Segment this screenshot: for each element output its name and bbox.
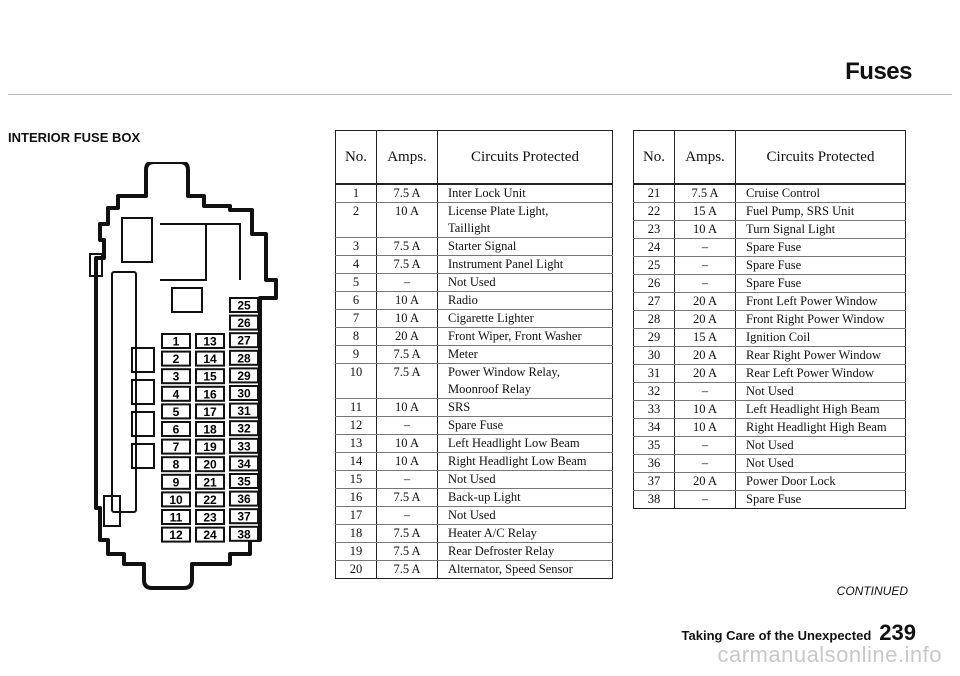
fuse-amperage: –	[675, 491, 736, 509]
fuse-slot	[230, 316, 258, 331]
fuse-circuit: Power Door Lock	[736, 473, 906, 491]
fuse-slot	[196, 352, 224, 367]
table-row	[634, 473, 906, 491]
table-row	[634, 311, 906, 329]
fuse-amperage: 20 A	[675, 347, 736, 365]
fuse-table-right	[633, 130, 906, 509]
fuse-slot	[162, 369, 190, 384]
fuse-slot-label: 11	[169, 510, 183, 525]
fuse-number: 3	[336, 238, 377, 256]
fuse-number: 38	[634, 491, 675, 509]
table-row	[336, 346, 613, 364]
fuse-amperage: –	[675, 383, 736, 401]
fuse-circuit: Ignition Coil	[736, 329, 906, 347]
fuse-table-left	[335, 130, 613, 579]
fuse-slot-label: 6	[172, 422, 180, 437]
fuse-amperage: 10 A	[377, 310, 438, 328]
fuse-amperage: –	[675, 257, 736, 275]
fuse-number: 30	[634, 347, 675, 365]
fuse-slot-label: 5	[172, 404, 180, 419]
fuse-slot	[196, 510, 224, 525]
fuse-circuit: Spare Fuse	[736, 275, 906, 293]
footer-label: Taking Care of the Unexpected	[681, 628, 872, 643]
fuse-amperage: 10 A	[675, 221, 736, 239]
fuse-slot-label: 32	[237, 421, 251, 436]
table-row	[634, 257, 906, 275]
table-row-continuation	[336, 381, 613, 399]
fuse-amperage: 7.5 A	[377, 489, 438, 507]
fuse-circuit: Back-up Light	[438, 489, 613, 507]
table-row	[336, 543, 613, 561]
fuse-amperage: –	[377, 507, 438, 525]
table-row	[634, 347, 906, 365]
fuse-circuit: Right Headlight Low Beam	[438, 453, 613, 471]
fuse-slot	[162, 440, 190, 455]
fuse-amperage: 7.5 A	[377, 184, 438, 203]
fuse-circuit: Not Used	[736, 383, 906, 401]
table-row	[336, 328, 613, 346]
fuse-slot	[230, 351, 258, 366]
table-header-row	[634, 131, 906, 185]
fuse-circuit: Radio	[438, 292, 613, 310]
page-number: 239	[879, 620, 916, 645]
fuse-slot	[230, 456, 258, 471]
fuse-amperage: 15 A	[675, 203, 736, 221]
fuse-slot-label: 31	[237, 404, 251, 419]
table-row	[336, 399, 613, 417]
fuse-amperage: –	[675, 239, 736, 257]
fuse-slot-label: 21	[203, 475, 217, 490]
table-row	[336, 238, 613, 256]
fuse-circuit: Meter	[438, 346, 613, 364]
fuse-circuit-continued: Moonroof Relay	[438, 381, 613, 399]
fuse-amperage: 20 A	[675, 473, 736, 491]
fuse-amperage: 7.5 A	[377, 238, 438, 256]
fuse-slot-label: 37	[237, 509, 251, 524]
table-row	[336, 292, 613, 310]
fuse-slot-label: 28	[237, 351, 251, 366]
table-row	[634, 365, 906, 383]
fuse-amperage: 20 A	[377, 328, 438, 346]
table-row	[336, 274, 613, 292]
fuse-slot	[230, 386, 258, 401]
fuse-number: 22	[634, 203, 675, 221]
fuse-slot	[196, 369, 224, 384]
fuse-slot	[196, 492, 224, 507]
fuse-slot-label: 15	[203, 369, 217, 384]
fuse-slot-label: 9	[172, 475, 180, 490]
table-row	[336, 364, 613, 382]
fuse-amperage: 7.5 A	[675, 184, 736, 203]
fuse-slot-label: 35	[237, 474, 251, 489]
fuse-number: 20	[336, 561, 377, 579]
fuse-amperage: 7.5 A	[377, 525, 438, 543]
fuse-number: 17	[336, 507, 377, 525]
fuse-circuit: Not Used	[438, 471, 613, 489]
fuse-slot	[162, 457, 190, 472]
fuse-slot	[230, 474, 258, 489]
fuse-amperage: 10 A	[377, 435, 438, 453]
fuse-number: 7	[336, 310, 377, 328]
fuse-number: 25	[634, 257, 675, 275]
fuse-slot-label: 36	[237, 492, 251, 507]
fuse-slot-label: 19	[203, 440, 217, 455]
fuse-circuit: Front Right Power Window	[736, 311, 906, 329]
fuse-number: 6	[336, 292, 377, 310]
fuse-circuit: Not Used	[438, 507, 613, 525]
fuse-circuit: Heater A/C Relay	[438, 525, 613, 543]
fuse-slot-label: 33	[237, 439, 251, 454]
fuse-amperage: 15 A	[675, 329, 736, 347]
fuse-amperage: 10 A	[675, 419, 736, 437]
fuse-number: 8	[336, 328, 377, 346]
watermark: carmanualsonline.info	[717, 642, 942, 667]
table-row	[336, 453, 613, 471]
fuse-number: 24	[634, 239, 675, 257]
fuse-slot-label: 30	[237, 386, 251, 401]
empty-cell	[377, 220, 438, 238]
header-rule	[8, 94, 952, 95]
fuse-circuit: Left Headlight High Beam	[736, 401, 906, 419]
fuse-slot	[162, 334, 190, 349]
fuse-number: 2	[336, 203, 377, 221]
fuse-slot	[196, 457, 224, 472]
fuse-amperage: –	[377, 274, 438, 292]
fuse-slot	[196, 528, 224, 543]
table-row	[634, 383, 906, 401]
table-row	[634, 184, 906, 203]
fuse-amperage: 10 A	[377, 203, 438, 221]
fuse-slot-label: 8	[172, 457, 180, 472]
fuse-number: 15	[336, 471, 377, 489]
fuse-slot	[230, 492, 258, 507]
table-row	[634, 437, 906, 455]
fuse-circuit: Rear Right Power Window	[736, 347, 906, 365]
fuse-circuit-continued: Taillight	[438, 220, 613, 238]
fuse-number: 1	[336, 184, 377, 203]
fuse-circuit: Starter Signal	[438, 238, 613, 256]
fuse-circuit: Rear Left Power Window	[736, 365, 906, 383]
fuse-amperage: 7.5 A	[377, 256, 438, 274]
fuse-slot	[196, 334, 224, 349]
fuse-slot	[196, 440, 224, 455]
table-header-row	[336, 131, 613, 185]
header-no: No.	[634, 131, 675, 185]
fuse-amperage: 10 A	[377, 399, 438, 417]
fuse-number: 23	[634, 221, 675, 239]
table-row	[634, 275, 906, 293]
fuse-slot-label: 3	[172, 369, 180, 384]
fuse-amperage: 10 A	[377, 292, 438, 310]
fuse-number: 31	[634, 365, 675, 383]
fuse-number: 36	[634, 455, 675, 473]
fuse-slot-label: 26	[237, 316, 251, 331]
table-row	[634, 491, 906, 509]
header-circuits: Circuits Protected	[438, 131, 613, 185]
fuse-circuit: Left Headlight Low Beam	[438, 435, 613, 453]
fuse-number: 27	[634, 293, 675, 311]
fuse-slot-label: 13	[203, 334, 217, 349]
fuse-slot-label: 14	[203, 352, 217, 367]
fuse-slot-label: 27	[237, 333, 251, 348]
fuse-slot-label: 24	[203, 528, 217, 543]
fuse-number: 12	[336, 417, 377, 435]
empty-cell	[336, 220, 377, 238]
fuse-amperage: 10 A	[377, 453, 438, 471]
fuse-box-diagram	[80, 162, 280, 592]
fuse-number: 19	[336, 543, 377, 561]
page-title: Fuses	[845, 58, 912, 85]
fuse-circuit: Not Used	[438, 274, 613, 292]
fuse-slot	[162, 492, 190, 507]
fuse-number: 35	[634, 437, 675, 455]
fuse-slot	[162, 422, 190, 437]
fuse-slot-label: 22	[203, 492, 217, 507]
table-row	[336, 507, 613, 525]
fuse-number: 5	[336, 274, 377, 292]
fuse-slot	[162, 510, 190, 525]
fuse-slot	[230, 439, 258, 454]
fuse-circuit: Spare Fuse	[438, 417, 613, 435]
fuse-slot-label: 1	[172, 334, 180, 349]
fuse-amperage: 20 A	[675, 311, 736, 329]
fuse-slot	[196, 422, 224, 437]
table-row	[336, 417, 613, 435]
table-row	[336, 184, 613, 203]
fuse-slot-label: 29	[237, 368, 251, 383]
fuse-number: 29	[634, 329, 675, 347]
fuse-circuit: Spare Fuse	[736, 257, 906, 275]
table-row	[634, 419, 906, 437]
fuse-number: 33	[634, 401, 675, 419]
table-row	[336, 525, 613, 543]
fuse-number: 21	[634, 184, 675, 203]
fuse-slot-label: 38	[237, 527, 251, 542]
fuse-number: 16	[336, 489, 377, 507]
fuse-slot	[230, 421, 258, 436]
header-no: No.	[336, 131, 377, 185]
table-row	[336, 310, 613, 328]
fuse-slot-label: 25	[237, 298, 251, 313]
fuse-number: 4	[336, 256, 377, 274]
header-circuits: Circuits Protected	[736, 131, 906, 185]
fuse-circuit: Inter Lock Unit	[438, 184, 613, 203]
table-row	[634, 239, 906, 257]
fuse-circuit: License Plate Light,	[438, 203, 613, 221]
fuse-number: 10	[336, 364, 377, 382]
fuse-number: 26	[634, 275, 675, 293]
fuse-circuit: Cigarette Lighter	[438, 310, 613, 328]
fuse-slot	[230, 404, 258, 419]
fuse-circuit: Spare Fuse	[736, 239, 906, 257]
table-row	[634, 455, 906, 473]
fuse-circuit: Turn Signal Light	[736, 221, 906, 239]
table-row	[336, 471, 613, 489]
fuse-amperage: 7.5 A	[377, 364, 438, 382]
fuse-slot	[230, 333, 258, 348]
fuse-number: 14	[336, 453, 377, 471]
table-row	[634, 329, 906, 347]
fuse-amperage: 7.5 A	[377, 543, 438, 561]
table-row	[336, 489, 613, 507]
fuse-slot-label: 2	[172, 352, 180, 367]
fuse-circuit: Front Left Power Window	[736, 293, 906, 311]
fuse-number: 11	[336, 399, 377, 417]
header-amps: Amps.	[675, 131, 736, 185]
fuse-number: 28	[634, 311, 675, 329]
fuse-amperage: –	[675, 275, 736, 293]
table-row	[336, 561, 613, 579]
table-row	[634, 203, 906, 221]
fuse-amperage: –	[377, 417, 438, 435]
fuse-slot-label: 34	[237, 456, 251, 471]
fuse-circuit: Not Used	[736, 455, 906, 473]
fuse-slot-label: 23	[203, 510, 217, 525]
fuse-slot	[230, 509, 258, 524]
empty-cell	[377, 381, 438, 399]
fuse-slot-label: 7	[172, 440, 180, 455]
table-row	[634, 293, 906, 311]
fuse-amperage: 7.5 A	[377, 561, 438, 579]
fuse-amperage: 10 A	[675, 401, 736, 419]
fuse-slot-label: 12	[169, 528, 183, 543]
fuse-slot	[230, 527, 258, 542]
fuse-slot	[230, 298, 258, 313]
fuse-amperage: 7.5 A	[377, 346, 438, 364]
fuse-amperage: –	[377, 471, 438, 489]
fuse-slot	[230, 368, 258, 383]
empty-cell	[336, 381, 377, 399]
fuse-slot-label: 20	[203, 457, 217, 472]
fuse-slot-label: 10	[169, 492, 183, 507]
table-row	[336, 256, 613, 274]
section-title: INTERIOR FUSE BOX	[8, 130, 141, 145]
fuse-slot	[196, 387, 224, 402]
fuse-slot-label: 17	[203, 404, 217, 419]
fuse-circuit: Fuel Pump, SRS Unit	[736, 203, 906, 221]
fuse-circuit: Instrument Panel Light	[438, 256, 613, 274]
fuse-circuit: Rear Defroster Relay	[438, 543, 613, 561]
fuse-amperage: 20 A	[675, 365, 736, 383]
fuse-number: 32	[634, 383, 675, 401]
fuse-slot	[162, 475, 190, 490]
continued-label: CONTINUED	[836, 584, 908, 598]
fuse-amperage: 20 A	[675, 293, 736, 311]
fuse-slot	[162, 387, 190, 402]
fuse-slot	[162, 404, 190, 419]
fuse-slot-label: 18	[203, 422, 217, 437]
fuse-circuit: Power Window Relay,	[438, 364, 613, 382]
fuse-circuit: Alternator, Speed Sensor	[438, 561, 613, 579]
fuse-circuit: Cruise Control	[736, 184, 906, 203]
fuse-slot-label: 4	[172, 387, 180, 402]
fuse-amperage: –	[675, 455, 736, 473]
fuse-slots	[162, 298, 258, 542]
table-row	[634, 401, 906, 419]
fuse-circuit: Right Headlight High Beam	[736, 419, 906, 437]
table-row	[336, 203, 613, 221]
fuse-slot	[196, 475, 224, 490]
fuse-circuit: Not Used	[736, 437, 906, 455]
fuse-slot	[196, 404, 224, 419]
table-row	[634, 221, 906, 239]
fuse-slot-label: 16	[203, 387, 217, 402]
fuse-number: 34	[634, 419, 675, 437]
fuse-number: 13	[336, 435, 377, 453]
fuse-amperage: –	[675, 437, 736, 455]
header-amps: Amps.	[377, 131, 438, 185]
fuse-circuit: SRS	[438, 399, 613, 417]
fuse-slot	[162, 352, 190, 367]
fuse-number: 18	[336, 525, 377, 543]
fuse-number: 9	[336, 346, 377, 364]
fuse-slot	[162, 528, 190, 543]
table-row-continuation	[336, 220, 613, 238]
fuse-number: 37	[634, 473, 675, 491]
fuse-circuit: Front Wiper, Front Washer	[438, 328, 613, 346]
table-row	[336, 435, 613, 453]
fuse-circuit: Spare Fuse	[736, 491, 906, 509]
